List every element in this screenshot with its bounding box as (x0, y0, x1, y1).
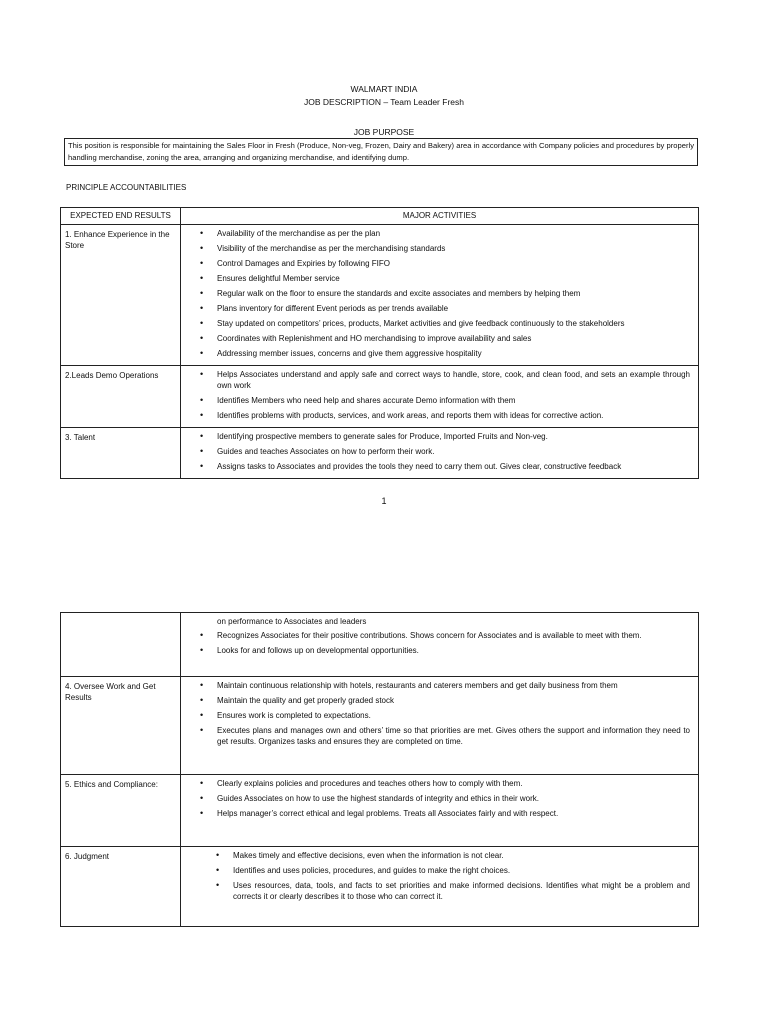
list-item: • Identifies and uses policies, procedures, and guides to make the right choices. (233, 865, 690, 876)
table-header-row (61, 208, 699, 225)
list-item: • Regular walk on the floor to ensure the standards and excite associates and members by helping them (217, 288, 690, 299)
result-leads-demo: 2.Leads Demo Operations (61, 366, 181, 428)
list-item: • Recognizes Associates for their positive contributions. Shows concern for Associates and is available to meet with them. (217, 630, 690, 641)
list-item: • Guides and teaches Associates on how to perform their work. (217, 446, 690, 457)
table-row (61, 613, 699, 677)
list-item: • Assigns tasks to Associates and provides the tools they need to carry them out. Gives clear, constructive feedback (217, 461, 690, 472)
activity-list (181, 775, 698, 825)
result-ethics: 5. Ethics and Compliance: (61, 775, 181, 847)
accountabilities-table-page1 (60, 207, 699, 479)
list-item: • Visibility of the merchandise as per the merchandising standards (217, 243, 690, 254)
result-oversee-work: 4. Oversee Work and Get Results (61, 677, 181, 775)
activities-cell (181, 366, 699, 428)
list-item: • Guides Associates on how to use the highest standards of integrity and ethics in their work. (217, 793, 690, 804)
job-purpose-heading: JOB PURPOSE (353, 127, 415, 137)
col-header-results: EXPECTED END RESULTS (61, 208, 181, 225)
accountabilities-heading: PRINCIPLE ACCOUNTABILITIES (66, 183, 187, 192)
table-row (61, 847, 699, 927)
activities-cell (181, 677, 699, 775)
list-item: • Executes plans and manages own and others’ time so that priorities are met. Gives others the support and information they need to get results. Organizes tasks and ensures they are completed on time. (217, 725, 690, 747)
list-item: • Availability of the merchandise as per the plan (217, 228, 690, 239)
activity-list (181, 847, 698, 908)
list-item: • Makes timely and effective decisions, even when the information is not clear. (233, 850, 690, 861)
activity-list (181, 677, 698, 753)
result-enhance-experience: 1. Enhance Experience in the Store (61, 225, 181, 366)
activity-list (181, 225, 698, 365)
result-empty (61, 613, 181, 677)
list-item: • Maintain continuous relationship with hotels, restaurants and caterers members and get daily business from them (217, 680, 690, 691)
table-row (61, 225, 699, 366)
accountabilities-table-page2 (60, 612, 699, 927)
activities-cell (181, 847, 699, 927)
activity-list (181, 366, 698, 427)
list-item: • Clearly explains policies and procedures and teaches others how to comply with them. (217, 778, 690, 789)
page-number: 1 (381, 496, 387, 506)
list-item: • Control Damages and Expiries by following FIFO (217, 258, 690, 269)
list-item: • Plans inventory for different Event periods as per trends available (217, 303, 690, 314)
table-row (61, 366, 699, 428)
activity-list (181, 630, 698, 662)
list-item: • Ensures delightful Member service (217, 273, 690, 284)
list-item: • Identifying prospective members to generate sales for Produce, Imported Fruits and Non-veg. (217, 431, 690, 442)
list-item: • Addressing member issues, concerns and give them aggressive hospitality (217, 348, 690, 359)
activities-cell (181, 775, 699, 847)
list-item: • Maintain the quality and get properly graded stock (217, 695, 690, 706)
col-header-activities: MAJOR ACTIVITIES (181, 208, 699, 225)
table-row (61, 775, 699, 847)
activities-cell (181, 225, 699, 366)
list-item: • Uses resources, data, tools, and facts to set priorities and make informed decisions. Identifies what might be a problem and corrects it or clearly describes it to those who can correct it. (233, 880, 690, 902)
document-title: JOB DESCRIPTION – Team Leader Fresh (304, 97, 464, 107)
result-judgment: 6. Judgment (61, 847, 181, 927)
list-item: • Coordinates with Replenishment and HO merchandising to improve availability and sales (217, 333, 690, 344)
list-item: • Looks for and follows up on developmental opportunities. (217, 645, 690, 656)
list-item: • Helps Associates understand and apply safe and correct ways to handle, store, cook, and clean food, and sets an example through own work (217, 369, 690, 391)
company-name: WALMART INDIA (350, 84, 418, 94)
activity-list (181, 428, 698, 478)
job-purpose-text: This position is responsible for maintaining the Sales Floor in Fresh (Produce, Non-veg, Frozen, Dairy and Bakery) area in accordance with Company policies and procedures by properly handling merchandise, zoning the area, arranging and organizing merchandise, and identifying dump. (64, 138, 698, 166)
continuation-text: on performance to Associates and leaders (217, 617, 367, 626)
result-talent: 3. Talent (61, 428, 181, 479)
activities-cell (181, 428, 699, 479)
table-row (61, 428, 699, 479)
list-item: • Stay updated on competitors’ prices, products, Market activities and give feedback continuously to the stakeholders (217, 318, 690, 329)
list-item: • Identifies problems with products, services, and work areas, and reports them with ideas for corrective action. (217, 410, 690, 421)
activities-cell (181, 613, 699, 677)
list-item: • Ensures work is completed to expectations. (217, 710, 690, 721)
list-item: • Identifies Members who need help and shares accurate Demo information with them (217, 395, 690, 406)
list-item: • Helps manager’s correct ethical and legal problems. Treats all Associates fairly and with respect. (217, 808, 690, 819)
table-row (61, 677, 699, 775)
